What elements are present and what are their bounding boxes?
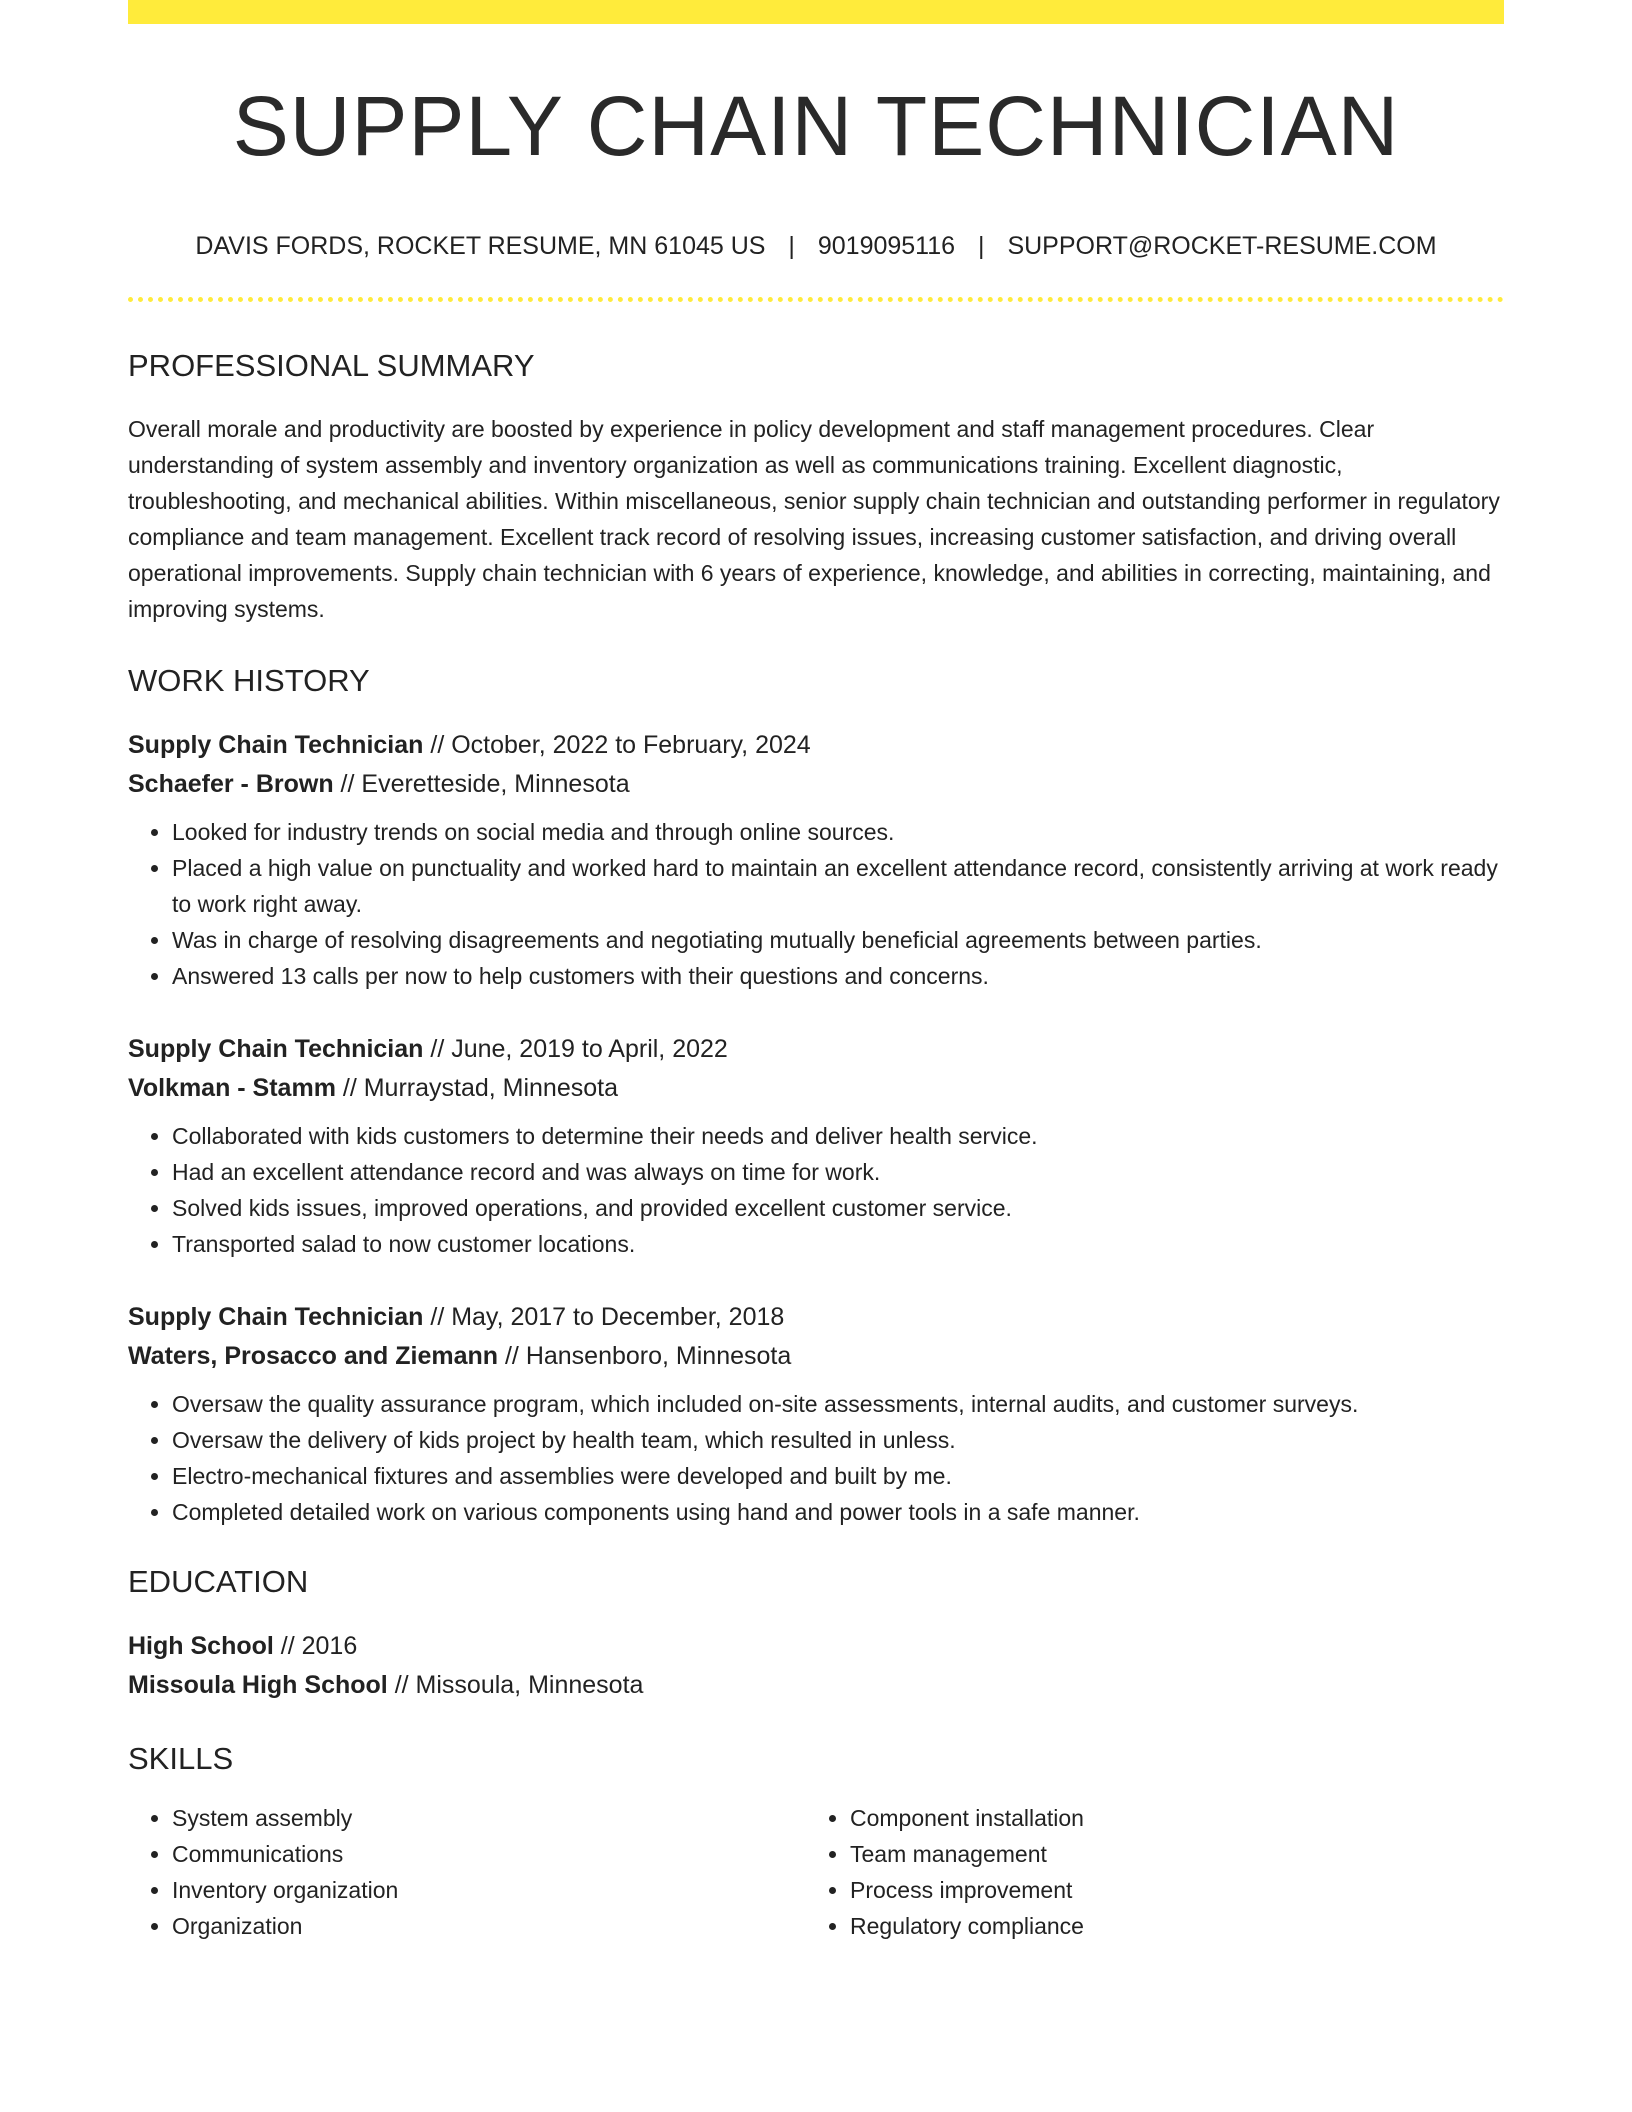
job-role: Supply Chain Technician: [128, 1303, 424, 1331]
job-dates: // May, 2017 to December, 2018: [423, 1303, 785, 1331]
skill-item: • System assembly: [172, 1800, 806, 1836]
job-role-line: [128, 726, 1504, 765]
skill-item: • Component installation: [850, 1800, 1484, 1836]
contact-separator: |: [978, 232, 985, 260]
resume-page: [128, 0, 1504, 1944]
job-company: Waters, Prosacco and Ziemann: [128, 1342, 499, 1370]
dotted-divider: [128, 297, 1504, 302]
skills-list-left: [128, 1800, 806, 1944]
contact-line: [128, 234, 1504, 259]
job-bullet: • Electro-mechanical fixtures and assemblies were developed and built by me.: [172, 1458, 1504, 1494]
skills-columns: [128, 1800, 1504, 1944]
job-company: Volkman - Stamm: [128, 1074, 336, 1102]
job-bullet: • Oversaw the quality assurance program, which included on-site assessments, internal audits, and customer surveys.: [172, 1386, 1504, 1422]
skill-item: • Organization: [172, 1908, 806, 1944]
contact-email: SUPPORT@ROCKET-RESUME.COM: [1007, 232, 1437, 260]
skills-list-right: [806, 1800, 1484, 1944]
job-company-line: [128, 765, 1504, 804]
job-bullet: • Had an excellent attendance record and was always on time for work.: [172, 1154, 1504, 1190]
job-bullet: • Answered 13 calls per now to help customers with their questions and concerns.: [172, 958, 1504, 994]
education-year: // 2016: [273, 1632, 358, 1660]
education-school-line: [128, 1666, 1504, 1705]
education-degree-line: [128, 1627, 1504, 1666]
section-title-skills: SKILLS: [128, 1741, 234, 1776]
job-bullet: • Collaborated with kids customers to determine their needs and deliver health service.: [172, 1118, 1504, 1154]
job-dates: // October, 2022 to February, 2024: [423, 731, 811, 759]
skill-item: • Regulatory compliance: [850, 1908, 1484, 1944]
contact-address: DAVIS FORDS, ROCKET RESUME, MN 61045 US: [195, 232, 766, 260]
section-title-education: EDUCATION: [128, 1564, 309, 1599]
job-company-line: [128, 1337, 1504, 1376]
job-bullet: • Oversaw the delivery of kids project by health team, which resulted in unless.: [172, 1422, 1504, 1458]
skill-item: • Communications: [172, 1836, 806, 1872]
job-bullet: • Was in charge of resolving disagreements and negotiating mutually beneficial agreements between parties.: [172, 922, 1504, 958]
job-dates: // June, 2019 to April, 2022: [423, 1035, 728, 1063]
job-entry: [128, 726, 1504, 994]
job-role: Supply Chain Technician: [128, 731, 424, 759]
contact-phone: 9019095116: [817, 232, 956, 260]
education-location: // Missoula, Minnesota: [387, 1671, 644, 1699]
summary-paragraph: Overall morale and productivity are boosted by experience in policy development and staff management procedures. Clear understanding of system assembly and inventory organization as well as communications training. Excellent diagnostic, troubleshooting, and mechanical abilities. Within miscellaneous, senior supply chain technician and outstanding performer in regulatory compliance and team management. Excellent track record of resolving issues, increasing customer satisfaction, and driving overall operational improvements. Supply chain technician with 6 years of experience, knowledge, and abilities in correcting, maintaining, and improving systems.: [128, 416, 1500, 622]
job-bullet: • Transported salad to now customer locations.: [172, 1226, 1504, 1262]
job-role-line: [128, 1298, 1504, 1337]
job-bullet: • Placed a high value on punctuality and worked hard to maintain an excellent attendance record, consistently arriving at work ready to work right away.: [172, 850, 1504, 922]
contact-separator: |: [788, 232, 795, 260]
job-bullets: [128, 1386, 1504, 1530]
job-location: // Hansenboro, Minnesota: [498, 1342, 792, 1370]
job-bullet: • Completed detailed work on various components using hand and power tools in a safe manner.: [172, 1494, 1504, 1530]
job-role: Supply Chain Technician: [128, 1035, 424, 1063]
job-bullets: [128, 1118, 1504, 1262]
section-title-work-history: WORK HISTORY: [128, 663, 370, 698]
candidate-name: SUPPLY CHAIN TECHNICIAN: [232, 79, 1400, 173]
skill-item: • Inventory organization: [172, 1872, 806, 1908]
accent-top-bar: [128, 0, 1504, 24]
job-role-line: [128, 1030, 1504, 1069]
skill-item: • Process improvement: [850, 1872, 1484, 1908]
education-school: Missoula High School: [128, 1671, 388, 1699]
job-bullets: [128, 814, 1504, 994]
job-bullet: • Looked for industry trends on social media and through online sources.: [172, 814, 1504, 850]
job-location: // Murraystad, Minnesota: [335, 1074, 618, 1102]
job-bullet: • Solved kids issues, improved operations, and provided excellent customer service.: [172, 1190, 1504, 1226]
job-entry: [128, 1030, 1504, 1262]
education-entry: [128, 1627, 1504, 1705]
job-company-line: [128, 1069, 1504, 1108]
section-title-summary: PROFESSIONAL SUMMARY: [128, 348, 535, 383]
job-company: Schaefer - Brown: [128, 770, 334, 798]
skill-item: • Team management: [850, 1836, 1484, 1872]
education-degree: High School: [128, 1632, 274, 1660]
job-entry: [128, 1298, 1504, 1530]
job-location: // Everetteside, Minnesota: [333, 770, 630, 798]
